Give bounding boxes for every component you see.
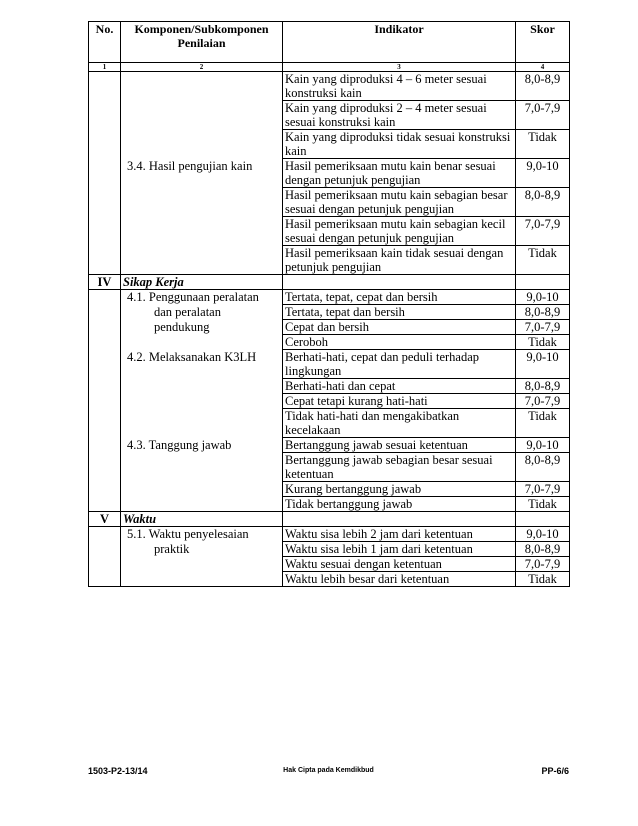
indicator-cell: Bertanggung jawab sesuai ketentuan xyxy=(283,438,516,453)
col-number: 1 xyxy=(89,63,121,72)
table-row xyxy=(89,305,570,320)
table-row xyxy=(89,438,570,453)
table-row xyxy=(89,188,570,217)
score-cell: Tidak xyxy=(516,497,570,512)
indicator-cell: Hasil pemeriksaan mutu kain sebagian besar sesuai dengan petunjuk pengujian xyxy=(283,188,516,217)
subcomponent-label: 5.1. Waktu penyelesaian xyxy=(121,527,283,542)
table-row xyxy=(89,246,570,275)
indicator-cell: Cepat dan bersih xyxy=(283,320,516,335)
indicator-cell: Hasil pemeriksaan mutu kain sebagian kecil sesuai dengan petunjuk pengujian xyxy=(283,217,516,246)
indicator-cell: Ceroboh xyxy=(283,335,516,350)
score-cell: 8,0-8,9 xyxy=(516,379,570,394)
section-row xyxy=(89,512,570,527)
table-row xyxy=(89,217,570,246)
copyright-text: Hak Cipta pada Kemdikbud xyxy=(283,767,374,774)
col-number: 3 xyxy=(283,63,516,72)
subcomponent-label-cont: dan peralatan xyxy=(121,305,283,320)
table-row xyxy=(89,335,570,350)
indicator-cell: Kurang bertanggung jawab xyxy=(283,482,516,497)
score-cell: 7,0-7,9 xyxy=(516,101,570,130)
score-cell: 7,0-7,9 xyxy=(516,394,570,409)
score-cell: 9,0-10 xyxy=(516,438,570,453)
col-number: 2 xyxy=(121,63,283,72)
section-row xyxy=(89,275,570,290)
table-row xyxy=(89,72,570,101)
indicator-cell: Waktu sesuai dengan ketentuan xyxy=(283,557,516,572)
subcomponent-label: 3.4. Hasil pengujian kain xyxy=(121,159,283,188)
subcomponent-label-cont: pendukung xyxy=(121,320,283,335)
score-cell: Tidak xyxy=(516,246,570,275)
score-cell: 8,0-8,9 xyxy=(516,453,570,482)
header-score: Skor xyxy=(516,22,570,63)
score-cell: Tidak xyxy=(516,130,570,159)
section-number: V xyxy=(89,512,121,527)
indicator-cell: Tidak bertanggung jawab xyxy=(283,497,516,512)
table-row xyxy=(89,130,570,159)
document-code: 1503-P2-13/14 xyxy=(88,766,148,776)
section-title: Waktu xyxy=(121,512,283,527)
section-title: Sikap Kerja xyxy=(121,275,283,290)
indicator-cell: Tertata, tepat, cepat dan bersih xyxy=(283,290,516,305)
score-cell: 8,0-8,9 xyxy=(516,542,570,557)
assessment-table xyxy=(88,21,570,587)
indicator-cell: Berhati-hati dan cepat xyxy=(283,379,516,394)
indicator-cell: Berhati-hati, cepat dan peduli terhadap lingkungan xyxy=(283,350,516,379)
table-row xyxy=(89,350,570,379)
score-cell: 9,0-10 xyxy=(516,350,570,379)
table-row xyxy=(89,572,570,587)
table-row xyxy=(89,527,570,542)
table-row xyxy=(89,482,570,497)
indicator-cell: Tertata, tepat dan bersih xyxy=(283,305,516,320)
indicator-cell: Hasil pemeriksaan kain tidak sesuai dengan petunjuk pengujian xyxy=(283,246,516,275)
indicator-cell: Tidak hati-hati dan mengakibatkan kecelakaan xyxy=(283,409,516,438)
score-cell: 9,0-10 xyxy=(516,290,570,305)
table-row xyxy=(89,379,570,394)
score-cell: 8,0-8,9 xyxy=(516,305,570,320)
subcomponent-label: 4.2. Melaksanakan K3LH xyxy=(121,350,283,379)
subcomponent-label: 4.3. Tanggung jawab xyxy=(121,438,283,453)
table-row xyxy=(89,453,570,482)
header-no: No. xyxy=(89,22,121,63)
table-row xyxy=(89,409,570,438)
table-row xyxy=(89,557,570,572)
col-number: 4 xyxy=(516,63,570,72)
table-row xyxy=(89,159,570,188)
indicator-cell: Waktu lebih besar dari ketentuan xyxy=(283,572,516,587)
table-row xyxy=(89,320,570,335)
table-row xyxy=(89,394,570,409)
header-indicator: Indikator xyxy=(283,22,516,63)
score-cell: 8,0-8,9 xyxy=(516,72,570,101)
indicator-cell: Kain yang diproduksi 4 – 6 meter sesuai konstruksi kain xyxy=(283,72,516,101)
indicator-cell: Cepat tetapi kurang hati-hati xyxy=(283,394,516,409)
indicator-cell: Hasil pemeriksaan mutu kain benar sesuai dengan petunjuk pengujian xyxy=(283,159,516,188)
indicator-cell: Waktu sisa lebih 2 jam dari ketentuan xyxy=(283,527,516,542)
table-row xyxy=(89,497,570,512)
section-number: IV xyxy=(89,275,121,290)
subcomponent-label-cont: praktik xyxy=(121,542,283,557)
score-cell: 8,0-8,9 xyxy=(516,188,570,217)
score-cell: 7,0-7,9 xyxy=(516,217,570,246)
page-footer xyxy=(88,766,569,780)
indicator-cell: Kain yang diproduksi 2 – 4 meter sesuai sesuai konstruksi kain xyxy=(283,101,516,130)
indicator-cell: Kain yang diproduksi tidak sesuai konstruksi kain xyxy=(283,130,516,159)
column-number-row xyxy=(89,63,570,72)
score-cell: 7,0-7,9 xyxy=(516,482,570,497)
score-cell: 9,0-10 xyxy=(516,159,570,188)
table-row xyxy=(89,290,570,305)
indicator-cell: Bertanggung jawab sebagian besar sesuai ketentuan xyxy=(283,453,516,482)
score-cell: Tidak xyxy=(516,409,570,438)
table-row xyxy=(89,101,570,130)
score-cell: 7,0-7,9 xyxy=(516,557,570,572)
table-header-row xyxy=(89,22,570,63)
header-component: Komponen/Subkomponen Penilaian xyxy=(121,22,283,63)
score-cell: Tidak xyxy=(516,572,570,587)
indicator-cell: Waktu sisa lebih 1 jam dari ketentuan xyxy=(283,542,516,557)
score-cell: 9,0-10 xyxy=(516,527,570,542)
score-cell: 7,0-7,9 xyxy=(516,320,570,335)
page-number: PP-6/6 xyxy=(541,766,569,776)
subcomponent-label: 4.1. Penggunaan peralatan xyxy=(121,290,283,305)
table-row xyxy=(89,542,570,557)
score-cell: Tidak xyxy=(516,335,570,350)
